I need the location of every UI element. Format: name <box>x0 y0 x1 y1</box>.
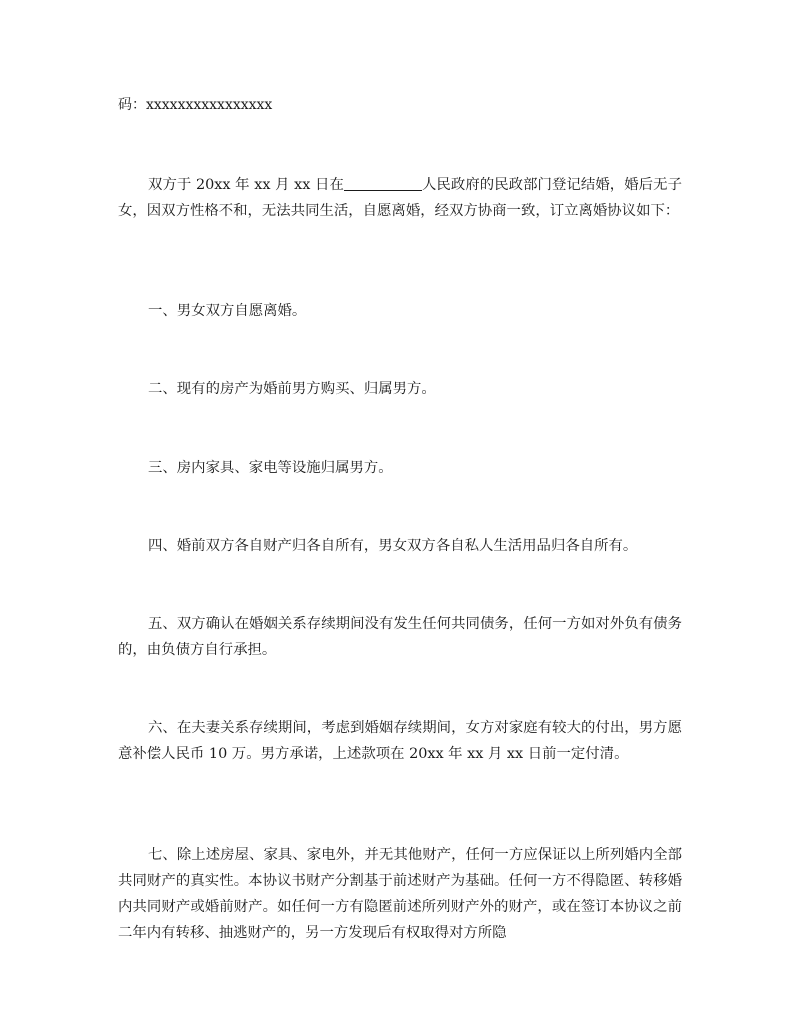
clause-2: 二、现有的房产为婚前男方购买、归属男方。 <box>148 381 436 397</box>
intro-text-before-blank: 双方于 20xx 年 xx 月 xx 日在 <box>148 177 344 193</box>
clause-5: 五、双方确认在婚姻关系存续期间没有发生任何共同债务，任何一方如对外负有债务的，由负债方自行承担。 <box>118 616 682 658</box>
blank-underline <box>344 173 422 191</box>
clause-3: 三、房内家具、家电等设施归属男方。 <box>148 460 393 476</box>
clause-1: 一、男女双方自愿离婚。 <box>148 303 307 319</box>
clause-7: 七、除上述房屋、家具、家电外，并无其他财产，任何一方应保证以上所列婚内全部共同财产的真实性。本协议书财产分割基于前述财产为基础。任何一方不得隐匿、转移婚内共同财产或婚前财产。如任何一方有隐匿前述所列财产外的财产，或在签订本协议之前二年内有转移、抽逃财产的，另一方发现后有权取得对方所隐 <box>118 847 682 941</box>
clause-4: 四、婚前双方各自财产归各自所有，男女双方各自私人生活用品归各自所有。 <box>148 538 638 554</box>
intro-text-after-blank: 人民政府的民政部门登记结婚，婚后无子女，因双方性格不和，无法共同生活，自愿离婚，经双方协商一致，订立离婚协议如下： <box>118 177 682 219</box>
code-line: 码：xxxxxxxxxxxxxxxx <box>118 97 273 113</box>
intro-paragraph <box>118 172 682 224</box>
clause-6: 六、在夫妻关系存续期间，考虑到婚姻存续期间，女方对家庭有较大的付出，男方愿意补偿人民币 10 万。男方承诺，上述款项在 20xx 年 xx 月 xx 日前一定付清。 <box>118 720 682 762</box>
